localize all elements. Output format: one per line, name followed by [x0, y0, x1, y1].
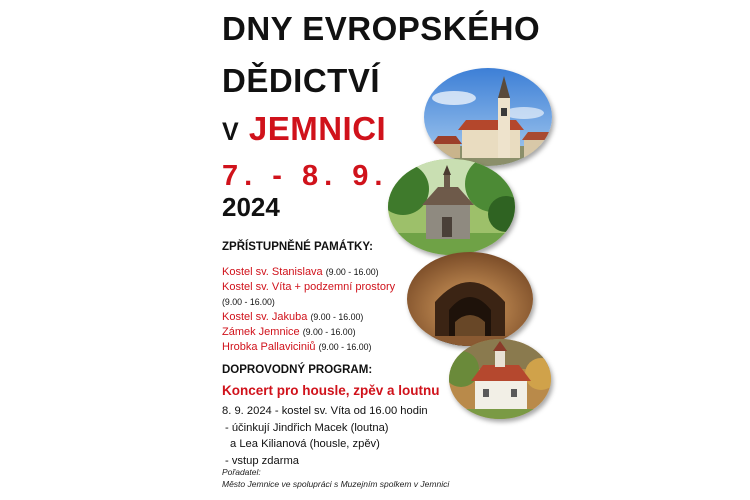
organizer-text: Město Jemnice ve spolupráci s Muzejním spolkem v Jemnici [222, 479, 450, 489]
monument-hours: (9.00 - 16.00) [318, 342, 372, 352]
program-heading: DOPROVODNÝ PROGRAM: [222, 364, 373, 376]
title-place: JEMNICI [248, 110, 387, 147]
program-line: - účinkují Jindřich Macek (loutna) [225, 421, 389, 434]
program-line: 8. 9. 2024 - kostel sv. Víta od 16.00 hodin [222, 405, 428, 417]
monument-name: Kostel sv. Stanislava [222, 266, 323, 278]
monument-hours: (9.00 - 16.00) [222, 297, 275, 307]
chapel-trees-photo [388, 159, 515, 255]
monument-hours: (9.00 - 16.00) [325, 267, 379, 277]
poster-title-line-3 [222, 112, 386, 145]
list-item [222, 280, 422, 310]
monument-name: Hrobka Pallaviciniů [222, 341, 316, 353]
monuments-heading: ZPŘÍSTUPNĚNÉ PAMÁTKY: [222, 241, 373, 253]
church-tower-photo [424, 68, 552, 166]
monument-name: Kostel sv. Víta + podzemní prostory [222, 281, 396, 293]
monument-hours: (9.00 - 16.00) [310, 312, 364, 322]
concert-title: Koncert pro housle, zpěv a loutnu [222, 383, 440, 398]
castle-town-photo [449, 339, 551, 419]
event-dates: 7. - 8. 9. [222, 160, 389, 192]
organizer-note [222, 466, 449, 490]
list-item [222, 265, 422, 280]
monument-name: Zámek Jemnice [222, 326, 300, 338]
title-prefix: V [222, 118, 240, 146]
list-item [222, 325, 422, 340]
organizer-label: Pořadatel: [222, 467, 261, 477]
program-line: - vstup zdarma [225, 454, 299, 467]
monuments-list [222, 265, 422, 355]
program-line: a Lea Kilianová (housle, zpěv) [230, 438, 380, 450]
list-item [222, 340, 422, 355]
poster-title-line-2: DĚDICTVÍ [222, 62, 381, 99]
underground-tunnel-photo [407, 252, 533, 346]
poster-title-line-1: DNY EVROPSKÉHO [222, 10, 541, 47]
program-details [222, 403, 428, 469]
monument-hours: (9.00 - 16.00) [302, 327, 356, 337]
monument-name: Kostel sv. Jakuba [222, 311, 308, 323]
list-item [222, 310, 422, 325]
event-year: 2024 [222, 192, 280, 222]
